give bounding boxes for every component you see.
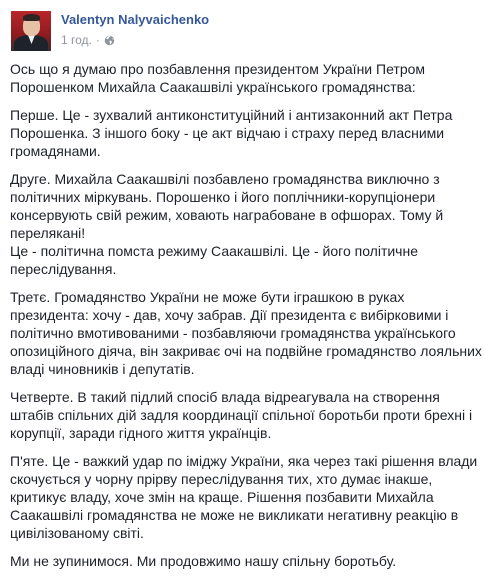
post-text-line: П'яте. Це - важкий удар по іміджу України, яка через такі рішення влади — [10, 453, 478, 469]
post-paragraph — [10, 170, 478, 278]
post-text-line: політичних міркувань. Порошенко і його поплічники-корупціонери — [10, 189, 436, 205]
avatar[interactable] — [11, 11, 51, 51]
post-text-line: Ми не зупинимося. Ми продовжимо нашу спільну боротьбу. — [10, 553, 397, 569]
post-paragraph — [10, 452, 478, 542]
post-text-line: консервують свій режим, ховають награбоване в офшорах. Тому й — [10, 207, 444, 223]
post-text-line: президента: хочу - дав, хочу забрав. Дії президента є вибірковими і — [10, 307, 449, 323]
post-body — [10, 60, 482, 580]
post-text-line: Саакашвілі громадянства не може не викликати негативну реакцію в — [10, 507, 459, 523]
post-meta — [61, 33, 115, 47]
post-text-line: переслідування. — [10, 261, 117, 277]
author-name-link[interactable]: Valentyn Nalyvaichenko — [61, 12, 210, 27]
post-paragraph — [10, 388, 478, 442]
post-text-line: Порошенка. З іншого боку - це акт відчаю і страху перед власними — [10, 125, 445, 141]
post-text-line: Четверте. В такий підлий спосіб влада відреагувала на створення — [10, 389, 440, 405]
post-text-line: Третє. Громадянство України не може бути іграшкою в руках — [10, 289, 405, 305]
post-text-line: скочується у чорну прірву переслідування тих, хто думає інакше, — [10, 471, 433, 487]
post-paragraph — [10, 106, 478, 160]
globe-icon[interactable] — [104, 35, 115, 46]
post-text-line: критикує владу, хоче змін на краще. Рішення позбавити Михайла — [10, 489, 434, 505]
post-timestamp[interactable]: 1 год. — [61, 33, 92, 47]
post-text-line: перелякані! — [10, 225, 86, 241]
meta-separator: · — [95, 33, 100, 47]
post-text-line: опозиційного діяча, він закриває очі на подвійне громадянство лояльних — [10, 343, 482, 359]
post-text-line: Порошенком Михайла Саакашвілі українського громадянства: — [10, 79, 416, 95]
post-text-line: штабів спільних дій задля координації спільної боротьби проти брехні і — [10, 407, 473, 423]
post-paragraph — [10, 552, 478, 570]
post-paragraph — [10, 288, 482, 378]
post-text-line: Це - політична помста режиму Саакашвілі. Це - його політичне — [10, 243, 418, 259]
post-text-line: корупції, заради гідного життя українців. — [10, 425, 272, 441]
post-text-line: Друге. Михайла Саакашвілі позбавлено громадянства виключно з — [10, 171, 440, 187]
post-text-line: громадянами. — [10, 143, 101, 159]
post-text-line: цивілізованому світі. — [10, 525, 144, 541]
post-paragraph — [10, 60, 478, 96]
post-text-line: Ось що я думаю про позбавлення президентом України Петром — [10, 61, 426, 77]
post-text-line: владі чиновників і депутатів. — [10, 361, 195, 377]
post-text-line: політично вмотивованими - позбавляючи громадянства українського — [10, 325, 456, 341]
post-header — [11, 11, 471, 51]
post-text-line: Перше. Це - зухвалий антиконституційний і антизаконний акт Петра — [10, 107, 453, 123]
